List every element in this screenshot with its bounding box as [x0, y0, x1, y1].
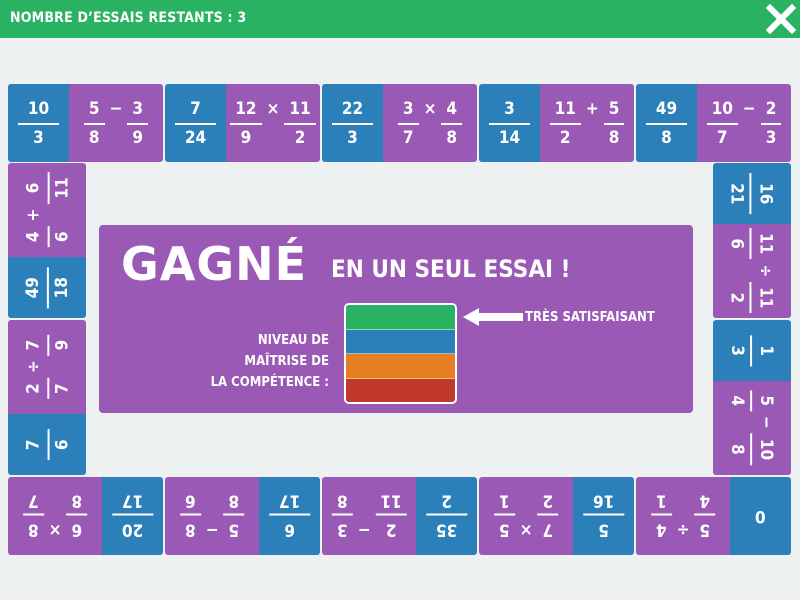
denominator: 7 — [402, 127, 414, 148]
operator: × — [423, 99, 437, 120]
denominator: 6 — [51, 439, 72, 450]
domino-answer — [8, 414, 86, 475]
fraction — [84, 101, 105, 147]
domino-question — [226, 84, 320, 162]
operator: ÷ — [676, 519, 690, 540]
fraction — [441, 101, 462, 147]
mastery-label-line2: LA COMPÉTENCE : — [210, 375, 329, 390]
domino-question — [322, 477, 416, 555]
operator: × — [519, 519, 533, 540]
domino-question — [8, 477, 102, 555]
denominator: 17 — [278, 491, 301, 512]
numerator: 20 — [121, 519, 144, 540]
domino-answer — [259, 477, 320, 555]
domino[interactable] — [165, 477, 320, 555]
mastery-level-3 — [346, 379, 455, 403]
numerator: 35 — [435, 519, 458, 540]
domino-question — [697, 84, 791, 162]
denominator: 9 — [240, 127, 252, 148]
denominator: 8 — [228, 491, 240, 512]
fraction — [550, 101, 581, 147]
fraction — [646, 101, 687, 147]
denominator: 6 — [51, 231, 72, 243]
domino-question — [8, 163, 86, 257]
numerator: 2 — [23, 383, 44, 395]
fraction — [694, 492, 715, 538]
numerator: 5 — [598, 519, 609, 540]
fraction — [728, 391, 774, 412]
close-button[interactable] — [766, 4, 796, 34]
domino-question — [8, 320, 86, 414]
numerator: 12 — [235, 99, 257, 120]
numerator: 7 — [23, 439, 44, 450]
denominator: 14 — [498, 127, 521, 148]
domino-answer — [165, 84, 226, 162]
numerator: 8 — [27, 519, 39, 540]
denominator: 3 — [765, 127, 777, 148]
answer-value: 0 — [755, 506, 766, 526]
denominator: 7 — [27, 491, 39, 512]
numerator: 5 — [498, 519, 510, 540]
numerator: 5 — [228, 519, 240, 540]
fraction — [537, 492, 558, 538]
mastery-level-1 — [346, 330, 455, 355]
numerator: 11 — [554, 99, 576, 120]
operator: − — [109, 99, 123, 120]
denominator: 3 — [347, 127, 358, 148]
domino-answer — [636, 84, 697, 162]
domino[interactable] — [479, 477, 634, 555]
numerator: 2 — [385, 519, 397, 540]
numerator: 49 — [23, 276, 44, 299]
numerator: 4 — [655, 519, 667, 540]
domino-answer — [573, 477, 634, 555]
domino[interactable] — [8, 163, 86, 318]
denominator: 7 — [51, 383, 72, 395]
fraction — [175, 101, 216, 147]
remaining-attempts: NOMBRE D’ESSAIS RESTANTS : 3 — [10, 10, 247, 26]
denominator: 9 — [51, 339, 72, 351]
fraction — [707, 101, 738, 147]
numerator: 6 — [284, 519, 295, 540]
operator: × — [48, 519, 62, 540]
mastery-level-2 — [346, 354, 455, 379]
domino[interactable] — [479, 84, 634, 162]
domino[interactable] — [165, 84, 320, 162]
result-subtitle: EN UN SEUL ESSAI ! — [331, 255, 571, 283]
numerator: 10 — [27, 99, 50, 120]
denominator: 9 — [132, 127, 144, 148]
mastery-levels — [344, 303, 457, 404]
domino-question — [383, 84, 477, 162]
numerator: 10 — [711, 99, 733, 120]
operator: − — [357, 519, 371, 540]
operator: − — [205, 519, 219, 540]
numerator: 6 — [71, 519, 83, 540]
mastery-level-0 — [346, 305, 455, 330]
numerator: 5 — [755, 395, 776, 407]
denominator: 21 — [727, 182, 748, 205]
domino[interactable] — [322, 477, 477, 555]
domino-question — [69, 84, 163, 162]
denominator: 2 — [727, 292, 748, 304]
domino-answer — [730, 477, 791, 555]
numerator: 3 — [132, 99, 144, 120]
denominator: 1 — [498, 491, 510, 512]
close-icon — [766, 4, 796, 34]
top-bar — [0, 0, 800, 38]
numerator: 3 — [402, 99, 414, 120]
operator: − — [755, 416, 776, 430]
denominator: 2 — [559, 127, 571, 148]
numerator: 4 — [446, 99, 458, 120]
denominator: 24 — [184, 127, 207, 148]
result-title: GAGNÉ — [121, 237, 308, 291]
domino-answer — [416, 477, 477, 555]
domino-question — [479, 477, 573, 555]
domino-question — [165, 477, 259, 555]
denominator: 1 — [655, 491, 667, 512]
denominator: 4 — [727, 395, 748, 407]
fraction — [728, 173, 774, 214]
fraction — [127, 101, 148, 147]
operator: + — [23, 208, 44, 222]
denominator: 8 — [336, 491, 348, 512]
fraction — [66, 492, 87, 538]
domino-question — [540, 84, 634, 162]
fraction — [728, 434, 774, 465]
domino-answer — [322, 84, 383, 162]
numerator: 11 — [755, 287, 776, 309]
numerator: 11 — [755, 233, 776, 255]
fraction — [604, 101, 625, 147]
domino[interactable] — [8, 477, 163, 555]
mastery-label-line1: NIVEAU DE MAÎTRISE DE — [244, 333, 329, 369]
fraction — [728, 335, 774, 366]
domino-question — [636, 477, 730, 555]
mastery-label — [197, 330, 329, 393]
fraction — [230, 101, 261, 147]
fraction — [25, 335, 71, 356]
denominator: 4 — [699, 491, 711, 512]
arrow-left-icon — [461, 306, 525, 328]
numerator: 4 — [23, 231, 44, 243]
denominator: 3 — [33, 127, 44, 148]
domino[interactable] — [636, 84, 791, 162]
fraction — [223, 492, 244, 538]
domino-answer — [713, 320, 791, 381]
fraction — [332, 492, 353, 538]
fraction — [284, 101, 315, 147]
denominator: 8 — [661, 127, 672, 148]
numerator: 16 — [755, 182, 776, 205]
operator: ÷ — [755, 264, 776, 278]
fraction — [25, 267, 71, 308]
numerator: 6 — [23, 182, 44, 194]
domino-answer — [8, 257, 86, 318]
numerator: 5 — [608, 99, 620, 120]
fraction — [583, 492, 624, 538]
domino[interactable] — [8, 320, 86, 475]
fraction — [728, 282, 774, 313]
fraction — [23, 492, 44, 538]
fraction — [25, 429, 71, 460]
denominator: 8 — [608, 127, 620, 148]
denominator: 8 — [71, 491, 83, 512]
domino-question — [713, 381, 791, 475]
denominator: 2 — [441, 491, 452, 512]
numerator: 7 — [190, 99, 201, 120]
fraction — [332, 101, 373, 147]
denominator: 6 — [184, 491, 196, 512]
numerator: 7 — [23, 339, 44, 351]
denominator: 11 — [380, 491, 402, 512]
numerator: 3 — [504, 99, 515, 120]
fraction — [494, 492, 515, 538]
fraction — [269, 492, 310, 538]
denominator: 16 — [592, 491, 615, 512]
fraction — [25, 227, 71, 248]
numerator: 22 — [341, 99, 364, 120]
numerator: 5 — [88, 99, 100, 120]
domino-answer — [102, 477, 163, 555]
domino[interactable] — [713, 320, 791, 475]
denominator: 11 — [51, 177, 72, 199]
domino[interactable] — [636, 477, 791, 555]
numerator: 49 — [655, 99, 678, 120]
numerator: 2 — [765, 99, 777, 120]
fraction — [25, 378, 71, 399]
denominator: 3 — [727, 345, 748, 356]
denominator: 8 — [446, 127, 458, 148]
numerator: 11 — [289, 99, 311, 120]
fraction — [489, 101, 530, 147]
fraction — [112, 492, 153, 538]
fraction — [25, 173, 71, 204]
fraction — [180, 492, 201, 538]
domino-answer — [713, 163, 791, 224]
fraction — [398, 101, 419, 147]
domino-answer — [479, 84, 540, 162]
domino[interactable] — [713, 163, 791, 318]
denominator: 8 — [88, 127, 100, 148]
denominator: 2 — [542, 491, 554, 512]
denominator: 18 — [51, 276, 72, 299]
numerator: 8 — [184, 519, 196, 540]
denominator: 6 — [727, 238, 748, 250]
numerator: 7 — [542, 519, 554, 540]
fraction — [761, 101, 782, 147]
numerator: 10 — [755, 439, 776, 461]
operator: × — [266, 99, 280, 120]
denominator: 7 — [716, 127, 728, 148]
domino-question — [713, 224, 791, 318]
denominator: 17 — [121, 491, 144, 512]
operator: + — [585, 99, 599, 120]
operator: − — [742, 99, 756, 120]
operator: ÷ — [23, 360, 44, 374]
mastery-level-text: TRÈS SATISFAISANT — [525, 310, 655, 325]
domino[interactable] — [322, 84, 477, 162]
numerator: 3 — [336, 519, 348, 540]
result-panel — [99, 225, 693, 413]
fraction — [18, 101, 59, 147]
domino-answer — [8, 84, 69, 162]
fraction — [426, 492, 467, 538]
domino[interactable] — [8, 84, 163, 162]
fraction — [375, 492, 406, 538]
denominator: 8 — [727, 444, 748, 456]
fraction — [651, 492, 672, 538]
numerator: 5 — [699, 519, 711, 540]
denominator: 2 — [294, 127, 306, 148]
numerator: 1 — [755, 345, 776, 356]
fraction — [728, 228, 774, 259]
